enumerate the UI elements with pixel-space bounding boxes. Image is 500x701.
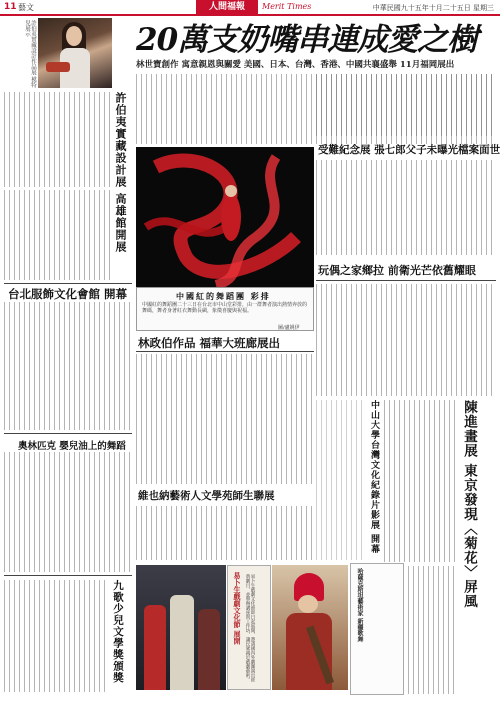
article-body-lead-2	[316, 74, 496, 136]
article-body-lin-zheng	[136, 354, 314, 484]
divider	[4, 433, 132, 434]
headline-xu-exhibit: 許伯夷實藏設計展 高雄館開展	[114, 92, 127, 253]
masthead-english: Merit Times	[262, 2, 312, 11]
headline-taipei-costume: 台北服飾文化會館 開幕	[8, 287, 128, 301]
photo-stage-actors	[136, 565, 226, 690]
article-body-xu-2	[4, 190, 110, 280]
masthead-logo: 人間福報	[196, 0, 258, 14]
article-body-chen-jin	[384, 400, 458, 562]
photo-caption: 許伯夷實藏設計作品展 模特兒展示	[24, 20, 36, 88]
poster-title: 易卜生戲劇文化節 展開	[233, 572, 242, 645]
article-body-children-lit	[4, 580, 108, 692]
photo-model	[38, 18, 112, 88]
headline-vienna: 維也納藝術人文學苑師生聯展	[138, 490, 275, 502]
article-body-xu	[4, 92, 110, 187]
article-body-nsysu	[316, 400, 364, 560]
caption-title: 中國紅的舞蹈團 彩排	[176, 291, 271, 301]
ad-text: 哈薩克斯坦藝術家 新疆歌舞	[356, 568, 363, 643]
lead-headline: 20萬支奶嘴串連成愛之樹	[136, 22, 478, 58]
divider	[4, 283, 132, 284]
photo-musician	[272, 565, 348, 690]
lead-subhead: 林世寶創作 寓意親恩與關愛 美國、日本、台灣、香港、中國共襄盛舉 11月福岡展出	[136, 60, 455, 70]
headline-chen-jin: 陳進畫展 東京發現〈菊花〉屏風	[461, 400, 477, 609]
article-body-toy	[316, 284, 496, 396]
article-body-chen-jin-2	[408, 566, 458, 694]
article-body-olympic	[4, 452, 132, 572]
article-body-zhang	[316, 160, 496, 255]
article-body-vienna	[136, 506, 312, 560]
headline-zhang-family: 受難紀念展 張七郎父子未曝光檔案面世	[318, 144, 500, 156]
photo-red-dancer	[136, 147, 314, 287]
section-name: 藝文	[18, 3, 34, 12]
divider	[316, 280, 496, 281]
divider	[136, 351, 314, 352]
photo-credit: 圖/盧姚伊	[278, 325, 300, 331]
divider	[4, 575, 132, 576]
headline-lin-zheng: 林政伯作品 福華大班廊展出	[138, 336, 281, 350]
headline-children-lit: 九歌少兒文學獎頒獎	[112, 580, 124, 684]
headline-nsysu-film: 中山大學台灣文化紀錄片影展 開幕	[369, 400, 379, 555]
headline-olympic: 奧林匹克 嬰兒油上的舞蹈	[18, 441, 126, 452]
article-body-taipei	[4, 302, 132, 430]
dateline: 中華民國九十五年十月二十五日 星期三	[372, 4, 494, 12]
page-number: 11	[4, 2, 17, 12]
caption-text: 中國紅的舞蹈團二十三日在台北市中山堂彩排，由一群舞者演出熱情奔放的舞碼，舞者身著紅衣舞動長綢，象徵喜慶與祝福。	[142, 302, 308, 314]
headline-toy-family: 玩偶之家鄉拉 前衛光芒依舊耀眼	[318, 264, 476, 277]
poster-text: 易卜生戲劇文化節即日起展開，邀請國內外劇團演出經典劇目，並舉辦講座與工作坊，讓民眾親近戲劇藝術。	[245, 574, 255, 682]
